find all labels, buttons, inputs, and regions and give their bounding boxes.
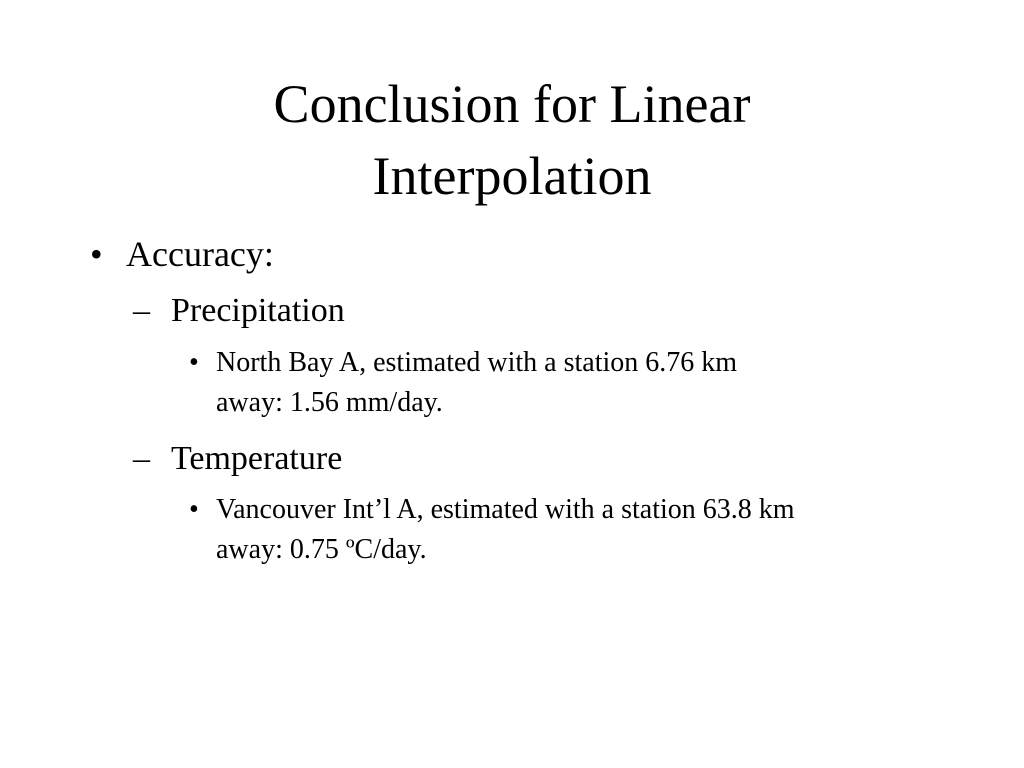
subbullet-temperature <box>133 438 342 480</box>
subbullet-precipitation <box>133 290 345 332</box>
bullet-accuracy <box>90 232 274 276</box>
subbullet-precipitation-label: Precipitation <box>171 292 345 329</box>
dash-marker: – <box>133 292 150 329</box>
detail-precipitation-line-2: away: 1.56 mm/day. <box>216 387 443 418</box>
subbullet-temperature-label: Temperature <box>171 440 343 477</box>
dash-marker: – <box>133 440 150 477</box>
detail-temperature <box>189 490 936 570</box>
detail-temperature-line-1: Vancouver Int’l A, estimated with a station 63.8 km <box>216 494 795 525</box>
detail-temperature-line-2: away: 0.75 ºC/day. <box>216 534 427 565</box>
detail-precipitation-line-1: North Bay A, estimated with a station 6.76 km <box>216 347 738 378</box>
bullet-marker: • <box>90 234 103 274</box>
slide-title-line-2: Interpolation <box>372 146 652 206</box>
detail-temperature-text <box>216 490 936 570</box>
bullet-accuracy-label: Accuracy: <box>126 234 274 274</box>
slide-title-line-1: Conclusion for Linear <box>273 74 751 134</box>
bullet-marker: • <box>189 494 199 525</box>
bullet-marker: • <box>189 347 199 378</box>
detail-precipitation <box>189 343 936 423</box>
detail-precipitation-text <box>216 343 936 423</box>
slide-title <box>0 68 1024 212</box>
